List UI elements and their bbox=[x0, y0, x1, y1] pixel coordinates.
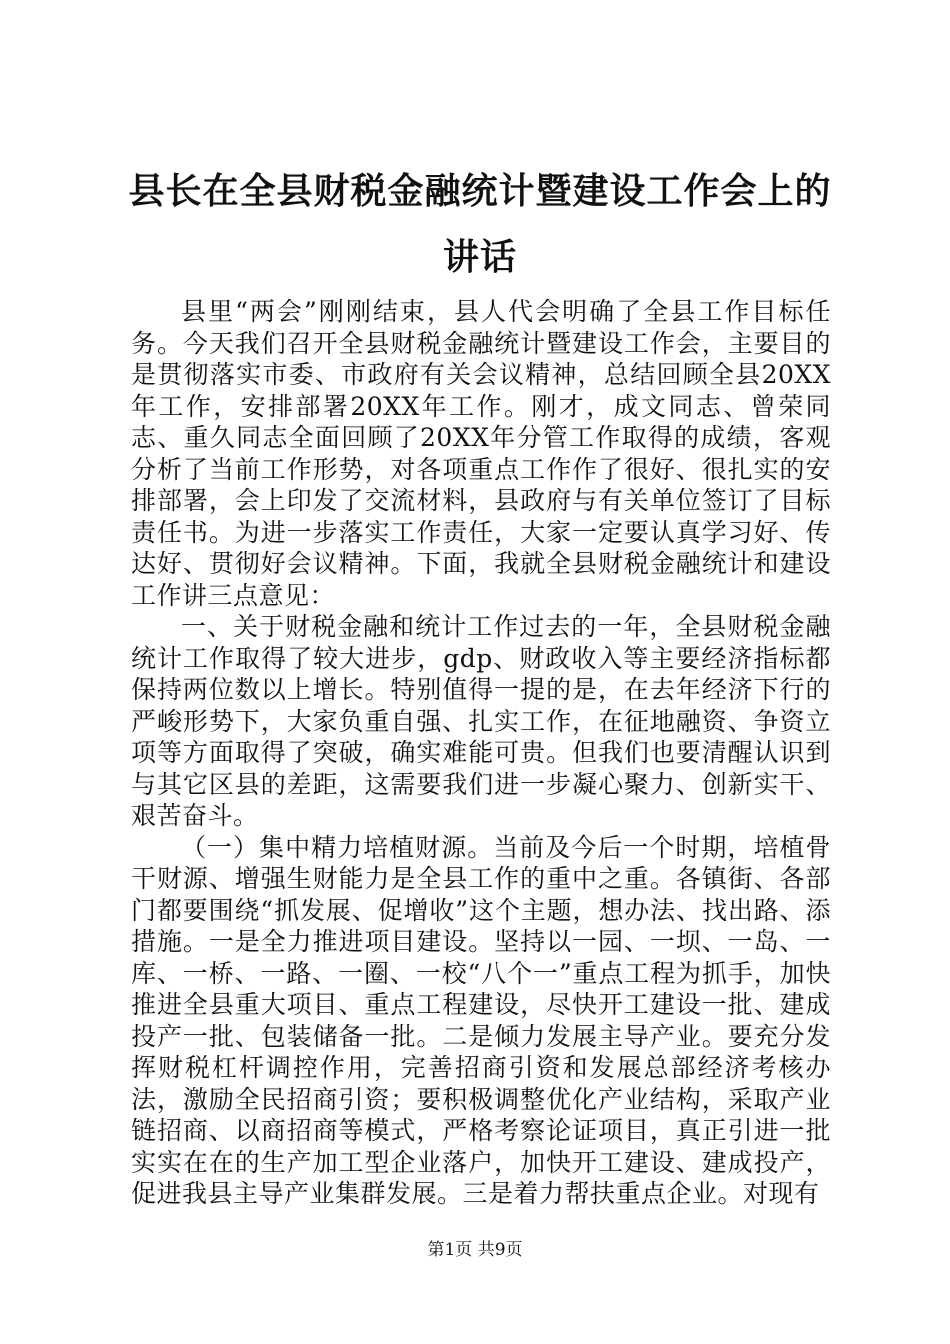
paragraph: 一、关于财税金融和统计工作过去的一年，全县财税金融统计工作取得了较大进步，gdp、财政收入等主要经济指标都保持两位数以上增长。特别值得一提的是，在去年经济下行的严峻形势下，大家负重自强、扎实工作，在征地融资、争资立项等方面取得了突破，确实难能可贵。但我们也要清醒认识到与其它区县的差距，这需要我们进一步凝心聚力、创新实干、艰苦奋斗。 bbox=[131, 612, 831, 830]
document-body bbox=[131, 296, 831, 1210]
paragraph: （一）集中精力培植财源。当前及今后一个时期，培植骨干财源、增强生财能力是全县工作的重中之重。各镇街、各部门都要围绕“抓发展、促增收”这个主题，想办法、找出路、添措施。一是全力推进项目建设。坚持以一园、一坝、一岛、一库、一桥、一路、一圈、一校“八个一”重点工程为抓手，加快推进全县重大项目、重点工程建设，尽快开工建设一批、建成投产一批、包装储备一批。二是倾力发展主导产业。要充分发挥财税杠杆调控作用，完善招商引资和发展总部经济考核办法，激励全民招商引资；要积极调整优化产业结构，采取产业链招商、以商招商等模式，严格考察论证项目，真正引进一批实实在在的生产加工型企业落户，加快开工建设、建成投产，促进我县主导产业集群发展。三是着力帮扶重点企业。对现有 bbox=[131, 832, 831, 1208]
paragraph: 县里“两会”刚刚结束，县人代会明确了全县工作目标任务。今天我们召开全县财税金融统计暨建设工作会，主要目的是贯彻落实市委、市政府有关会议精神，总结回顾全县20XX年工作，安排部署20XX年工作。刚才，成文同志、曾荣同志、重久同志全面回顾了20XX年分管工作取得的成绩，客观分析了当前工作形势，对各项重点工作作了很好、很扎实的安排部署，会上印发了交流材料，县政府与有关单位签订了目标责任书。为进一步落实工作责任，大家一定要认真学习好、传达好、贯彻好会议精神。下面，我就全县财税金融统计和建设工作讲三点意见： bbox=[131, 297, 831, 610]
document-title: 县长在全县财税金融统计暨建设工作会上的讲话 bbox=[128, 170, 832, 278]
page-footer: 第1页 共9页 bbox=[427, 1240, 523, 1260]
